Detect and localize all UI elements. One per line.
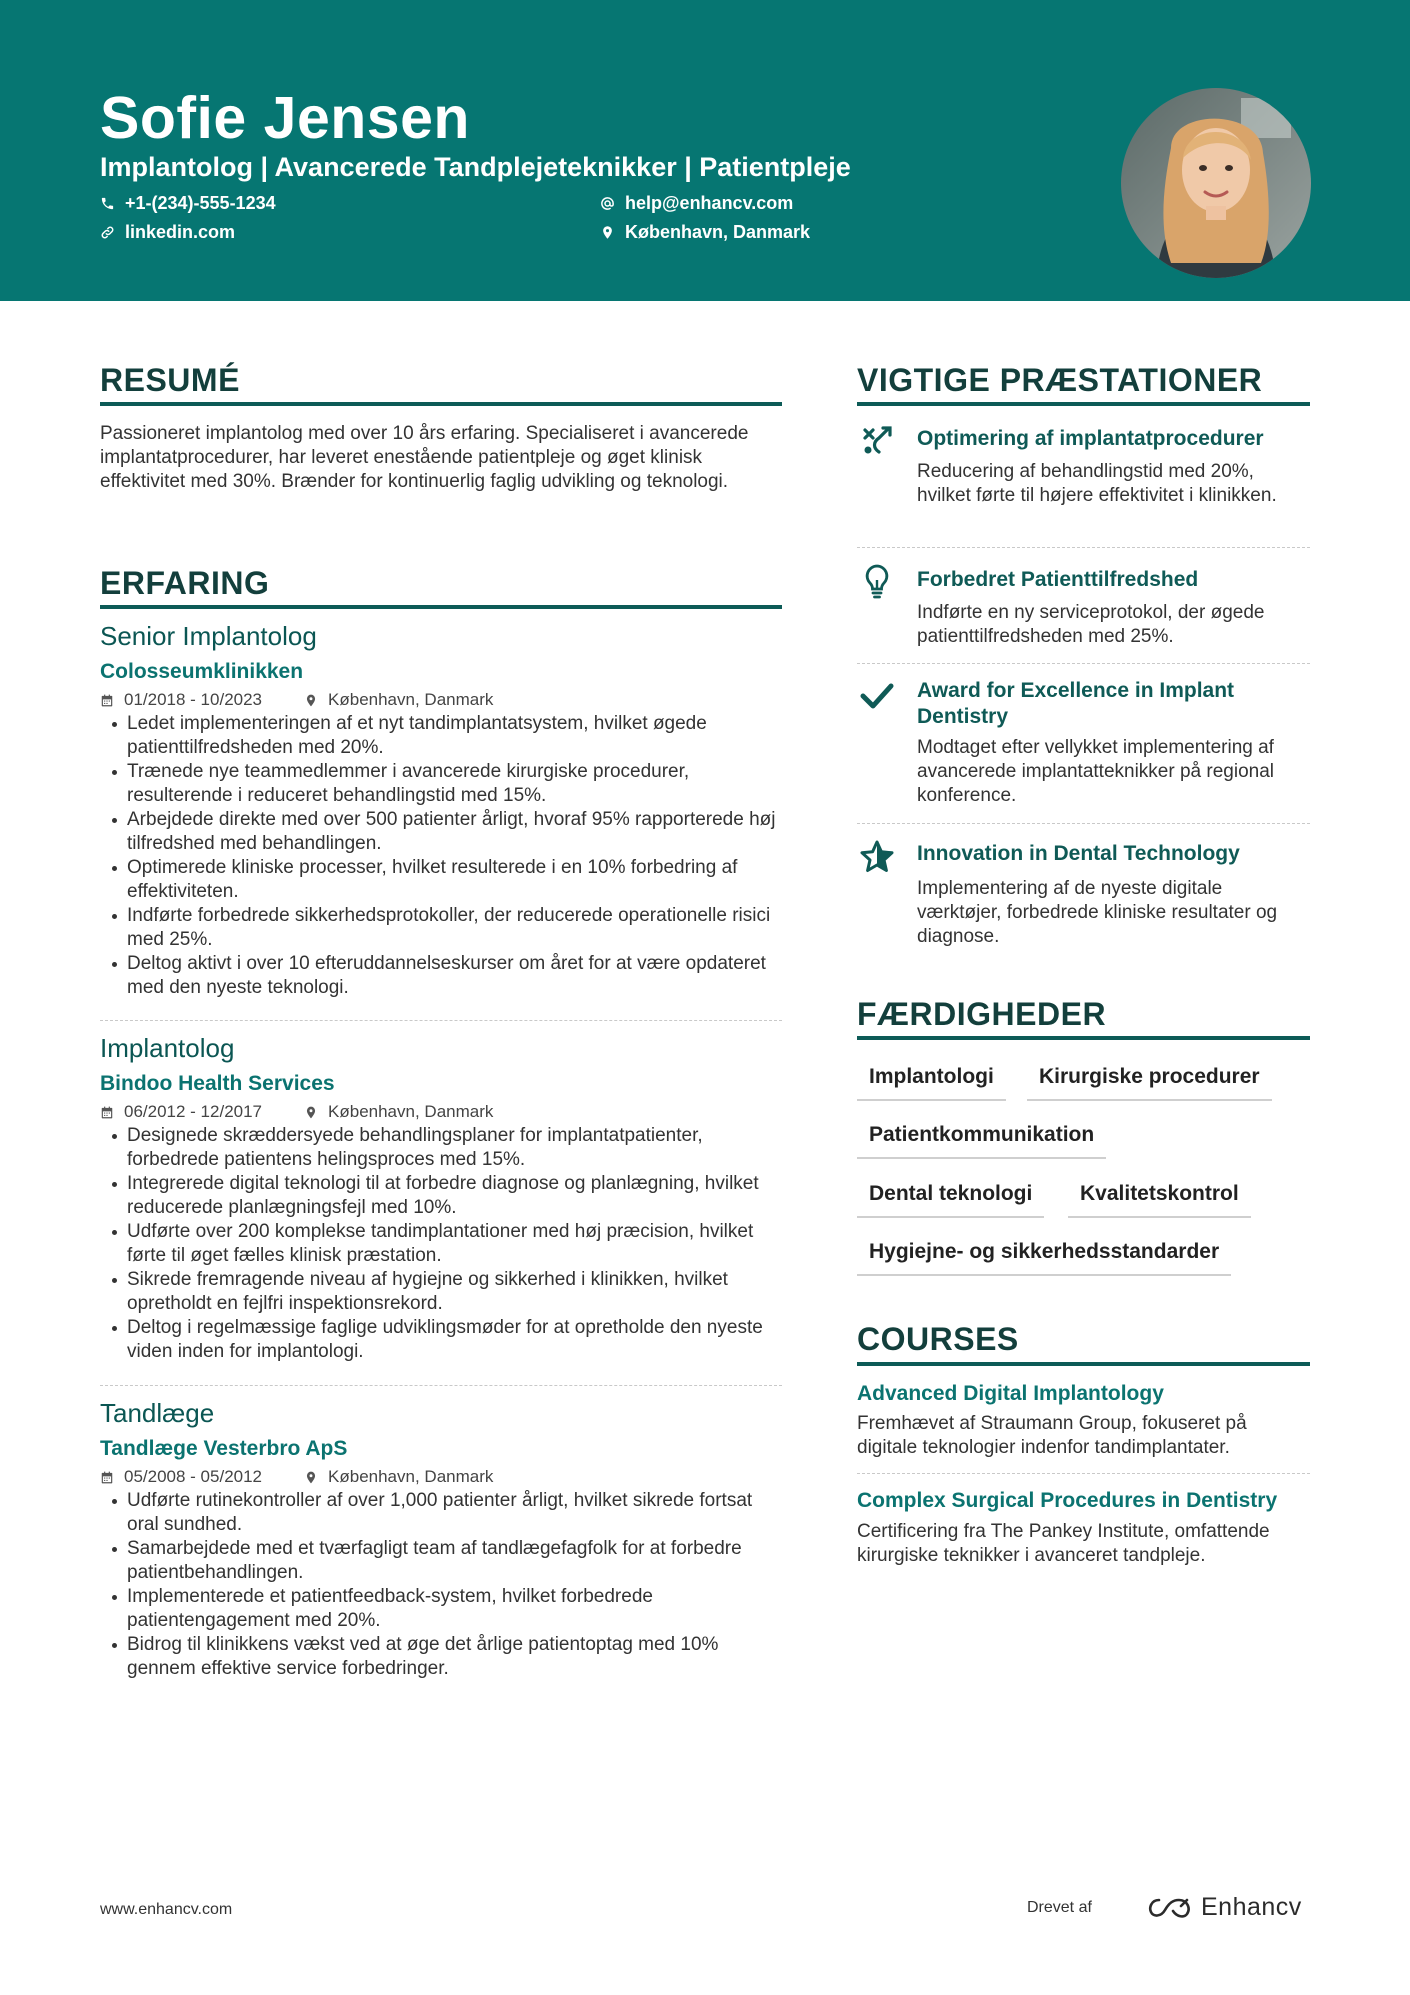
job-dates: 06/2012 - 12/2017 bbox=[124, 1102, 263, 1121]
job-company: Tandlæge Vesterbro ApS bbox=[100, 1437, 348, 1460]
at-icon bbox=[600, 196, 615, 211]
course-title: Complex Surgical Procedures in Dentistry bbox=[857, 1489, 1278, 1512]
phone-icon bbox=[100, 196, 115, 211]
skill-tag: Hygiejne- og sikkerhedsstandarder bbox=[857, 1240, 1231, 1276]
divider bbox=[857, 823, 1310, 824]
enhancv-logo-icon bbox=[1147, 1896, 1193, 1920]
location-pin-icon bbox=[304, 1470, 318, 1485]
job-dates: 05/2008 - 05/2012 bbox=[124, 1467, 263, 1486]
achievement-title: Optimering af implantatprocedurer bbox=[917, 427, 1264, 450]
lightbulb-icon bbox=[857, 563, 897, 603]
job-company: Bindoo Health Services bbox=[100, 1072, 335, 1095]
achievement-item bbox=[857, 563, 1310, 663]
calendar-icon bbox=[100, 1105, 114, 1120]
job-role: Senior Implantolog bbox=[100, 621, 317, 651]
job-bullets bbox=[100, 1124, 782, 1364]
candidate-name: Sofie Jensen bbox=[100, 85, 470, 151]
candidate-title: Implantolog | Avancerede Tandplejeteknikker | Patientpleje bbox=[100, 152, 851, 182]
job-location: København, Danmark bbox=[328, 1102, 494, 1121]
achievement-desc: Indførte en ny serviceprotokol, der øgede patienttilfredsheden med 25%. bbox=[917, 602, 1265, 647]
bullet-item: Ledet implementeringen af et nyt tandimplantatsystem, hvilket øgede patienttilfredsheden med 20%. bbox=[100, 712, 782, 760]
checkmark-icon bbox=[857, 678, 897, 718]
divider bbox=[857, 1473, 1310, 1474]
job-meta bbox=[100, 1102, 782, 1122]
bullet-item: Deltog i regelmæssige faglige udviklingsmøder for at opretholde den nyeste viden inden for implantologi. bbox=[100, 1316, 782, 1364]
job-dates: 01/2018 - 10/2023 bbox=[124, 690, 263, 709]
achievement-item bbox=[857, 678, 1310, 818]
contact-linkedin[interactable] bbox=[100, 222, 235, 243]
job-entry bbox=[100, 1398, 782, 1681]
bullet-item: Bidrog til klinikkens vækst ved at øge det årlige patientoptag med 10% gennem effektive service forbedringer. bbox=[100, 1633, 782, 1681]
skill-tag: Dental teknologi bbox=[857, 1182, 1044, 1218]
profile-photo bbox=[1121, 88, 1311, 278]
achievement-desc: Reducering af behandlingstid med 20%, hvilket førte til højere effektivitet i klinikken. bbox=[917, 461, 1277, 506]
bullet-item: Sikrede fremragende niveau af hygiejne og sikkerhed i klinikken, hvilket opretholdt en fejlfri inspektionsrekord. bbox=[100, 1268, 782, 1316]
bullet-item: Deltog aktivt i over 10 efteruddannelseskurser om året for at være opdateret med den nyeste teknologi. bbox=[100, 952, 782, 1000]
summary-heading: RESUMÉ bbox=[100, 362, 240, 398]
star-icon bbox=[857, 839, 897, 879]
contact-email[interactable] bbox=[600, 193, 793, 214]
skills-heading: FÆRDIGHEDER bbox=[857, 996, 1107, 1032]
location-pin-icon bbox=[304, 693, 318, 708]
bullet-item: Arbejdede direkte med over 500 patienter årligt, hvoraf 95% rapporterede høj tilfredshed med behandlingen. bbox=[100, 808, 782, 856]
bullet-item: Implementerede et patientfeedback-system, hvilket forbedrede patientengagement med 20%. bbox=[100, 1585, 782, 1633]
job-entry bbox=[100, 621, 782, 1000]
footer-powered-by: Drevet af bbox=[1027, 1899, 1092, 1916]
achievement-item bbox=[857, 422, 1310, 542]
achievement-title: Award for Excellence in Implant Dentistry bbox=[917, 679, 1235, 728]
achievements-rule bbox=[857, 402, 1310, 406]
summary-rule bbox=[100, 402, 782, 406]
header-banner bbox=[0, 0, 1410, 301]
job-location: København, Danmark bbox=[328, 690, 494, 709]
experience-rule bbox=[100, 605, 782, 609]
enhancv-logo[interactable] bbox=[1147, 1893, 1302, 1922]
email-text: help@enhancv.com bbox=[625, 193, 794, 213]
tools-icon bbox=[857, 422, 897, 462]
divider bbox=[857, 663, 1310, 664]
job-entry bbox=[100, 1033, 782, 1364]
divider bbox=[100, 1385, 782, 1386]
skills-rule bbox=[857, 1036, 1310, 1040]
location-pin-icon bbox=[304, 1105, 318, 1120]
phone-text: +1-(234)-555-1234 bbox=[125, 193, 276, 213]
bullet-item: Designede skræddersyede behandlingsplaner for implantatpatienter, forbedrede patientens helingsproces med 15%. bbox=[100, 1124, 782, 1172]
contact-phone[interactable] bbox=[100, 193, 276, 214]
bullet-item: Optimerede kliniske processer, hvilket resulterede i en 10% forbedring af effektiviteten. bbox=[100, 856, 782, 904]
achievements-heading: VIGTIGE PRÆSTATIONER bbox=[857, 362, 1263, 398]
skill-tag: Patientkommunikation bbox=[857, 1123, 1106, 1159]
achievement-desc: Implementering af de nyeste digitale værktøjer, forbedrede kliniske resultater og diagnose. bbox=[917, 878, 1278, 947]
link-icon bbox=[100, 225, 115, 240]
achievement-desc: Modtaget efter vellykket implementering af avancerede implantatteknikker på regional konference. bbox=[917, 737, 1274, 806]
bullet-item: Trænede nye teammedlemmer i avancerede kirurgiske procedurer, resulterende i reduceret behandlingstid med 15%. bbox=[100, 760, 782, 808]
summary-text: Passioneret implantolog med over 10 års erfaring. Specialiseret i avancerede implantatprocedurer, har leveret enestående patientpleje og øget klinisk effektivitet med 30%. Brænder for kontinuerlig faglig udvikling og teknologi. bbox=[100, 423, 749, 492]
bullet-item: Indførte forbedrede sikkerhedsprotokoller, der reducerede operationelle risici med 25%. bbox=[100, 904, 782, 952]
job-company: Colosseumklinikken bbox=[100, 660, 304, 683]
achievement-title: Forbedret Patienttilfredshed bbox=[917, 568, 1199, 591]
job-role: Implantolog bbox=[100, 1033, 235, 1063]
achievement-item bbox=[857, 839, 1310, 949]
location-pin-icon bbox=[600, 225, 615, 240]
divider bbox=[857, 547, 1310, 548]
location-text: København, Danmark bbox=[625, 222, 811, 242]
job-bullets bbox=[100, 712, 782, 1000]
courses-heading: COURSES bbox=[857, 1321, 1019, 1357]
course-desc: Certificering fra The Pankey Institute, omfattende kirurgiske teknikker i avanceret tandpleje. bbox=[857, 1521, 1270, 1566]
enhancv-logo-text: Enhancv bbox=[1201, 1893, 1302, 1921]
calendar-icon bbox=[100, 1470, 114, 1485]
job-location: København, Danmark bbox=[328, 1467, 494, 1486]
divider bbox=[100, 1020, 782, 1021]
bullet-item: Udførte over 200 komplekse tandimplantationer med høj præcision, hvilket førte til øget fælles klinisk præstation. bbox=[100, 1220, 782, 1268]
job-role: Tandlæge bbox=[100, 1398, 215, 1428]
calendar-icon bbox=[100, 693, 114, 708]
job-meta bbox=[100, 690, 782, 710]
bullet-item: Udførte rutinekontroller af over 1,000 patienter årligt, hvilket sikrede fortsat oral sundhed. bbox=[100, 1489, 782, 1537]
contact-location bbox=[600, 222, 810, 243]
achievement-title: Innovation in Dental Technology bbox=[917, 842, 1240, 865]
skill-tag: Kvalitetskontrol bbox=[1068, 1182, 1251, 1218]
job-bullets bbox=[100, 1489, 782, 1681]
course-desc: Fremhævet af Straumann Group, fokuseret på digitale teknologier indenfor tandimplantater. bbox=[857, 1413, 1247, 1458]
bullet-item: Samarbejdede med et tværfagligt team af tandlægefagfolk for at forbedre patientbehandlingen. bbox=[100, 1537, 782, 1585]
bullet-item: Integrerede digital teknologi til at forbedre diagnose og planlægning, hvilket reducerede planlægningsfejl med 10%. bbox=[100, 1172, 782, 1220]
course-title: Advanced Digital Implantology bbox=[857, 1382, 1164, 1405]
skill-tag: Kirurgiske procedurer bbox=[1027, 1065, 1272, 1101]
footer-url[interactable]: www.enhancv.com bbox=[100, 1901, 233, 1918]
job-meta bbox=[100, 1467, 782, 1487]
courses-rule bbox=[857, 1362, 1310, 1366]
experience-heading: ERFARING bbox=[100, 565, 270, 601]
skill-tag: Implantologi bbox=[857, 1065, 1006, 1101]
linkedin-text: linkedin.com bbox=[125, 222, 236, 242]
